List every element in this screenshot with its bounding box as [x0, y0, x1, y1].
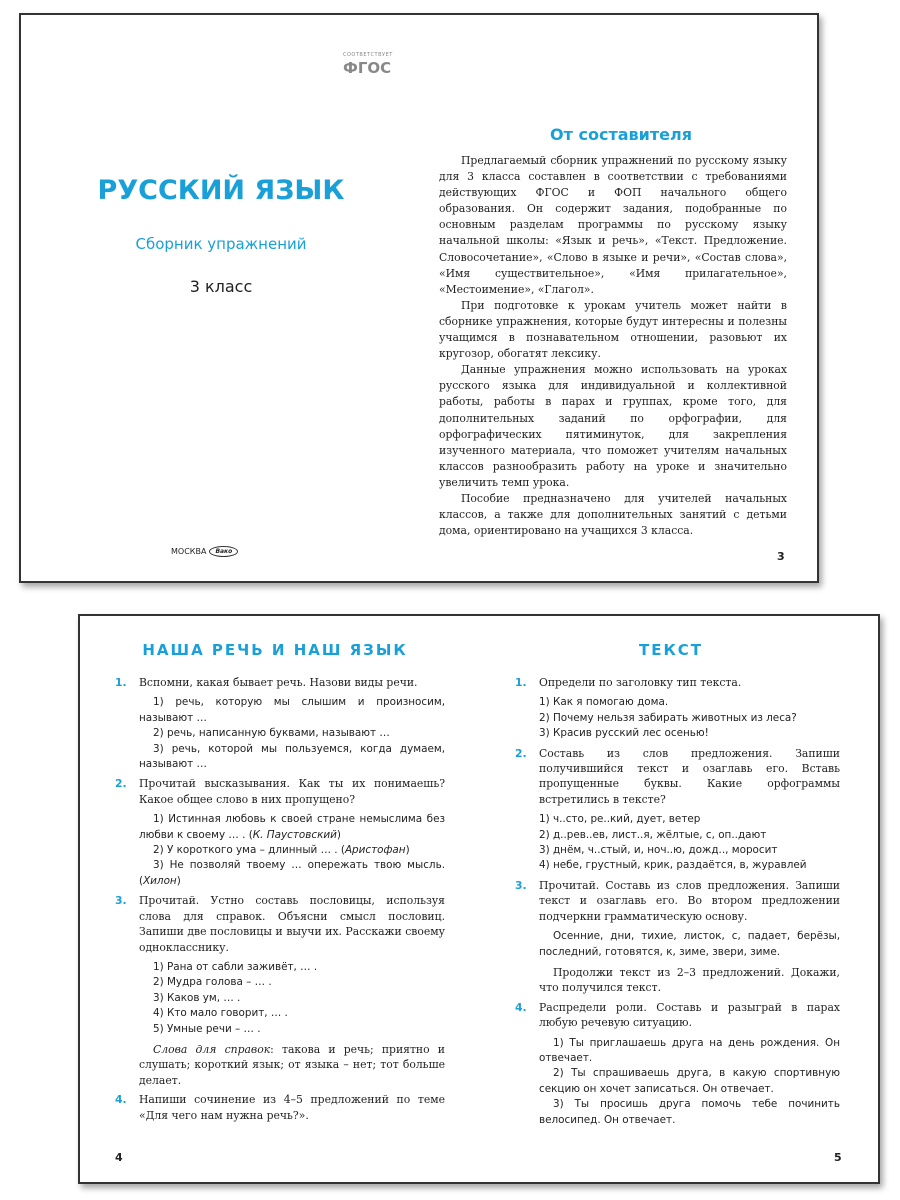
title-spread	[19, 13, 819, 583]
list-item: 2) Мудра голова – … .	[153, 976, 272, 989]
quote-end: )	[176, 874, 181, 887]
exercise-number: 3.	[515, 878, 527, 892]
page-number-right: 5	[834, 1151, 842, 1164]
quote-author: К. Паустовский	[252, 828, 337, 841]
list-item: 3) речь, которой мы пользуемся, когда думаем, называют …	[139, 742, 445, 771]
fgos-logo-caption: СООТВЕТСТВУЕТ	[343, 52, 393, 58]
quote-text: 2) У короткого ума – длинный … . (	[153, 844, 345, 857]
list-item: 2) Ты спрашиваешь друга, в какую спортивную секцию он хочет записаться. Он отвечает.	[539, 1067, 840, 1095]
book-grade: 3 класс	[189, 277, 253, 296]
list-item: 1) Как я помогаю дома.	[539, 696, 669, 709]
exercise-items	[539, 695, 840, 741]
left-page-content	[115, 675, 445, 1127]
exercise-text: Определи по заголовку тип текста.	[539, 676, 742, 689]
publisher-city: МОСКВА	[171, 546, 207, 556]
list-item: 1) Ты приглашаешь друга на день рождения. Он отвечает.	[539, 1036, 840, 1064]
list-item: 3) Ты просишь друга помочь тебе починить велосипед. Он отвечает.	[539, 1098, 840, 1126]
publisher-logo: Вако	[209, 546, 238, 557]
exercise-number: 3.	[115, 894, 127, 908]
exercise-1	[515, 675, 840, 742]
exercise-continuation: Продолжи текст из 2–3 предложений. Докажи, что получился текст.	[539, 965, 840, 995]
exercise-items	[539, 812, 840, 874]
page-number: 3	[777, 550, 785, 563]
exercise-number: 1.	[515, 676, 527, 689]
exercise-number: 2.	[115, 777, 127, 791]
reference-text: : такова и речь; приятно и слушать; короткий язык; от языка – нет; тот больше делает.	[139, 1042, 446, 1087]
preface-paragraph: Пособие предназначено для учителей начальных классов, а также для дополнительных занятий с детьми дома, ориентировано на учащихся 3 класса.	[439, 491, 787, 538]
exercise-number: 1.	[115, 676, 127, 689]
fgos-logo-text: ФГОС	[343, 59, 392, 77]
list-item	[139, 812, 445, 843]
exercise-items	[139, 695, 445, 772]
exercise-2	[115, 776, 445, 889]
list-item: 1) речь, которую мы слышим и произносим, называют …	[139, 696, 445, 724]
list-item: 5) Умные речи – … .	[153, 1022, 261, 1035]
exercise-3	[115, 893, 445, 1088]
preface-paragraph: Данные упражнения можно использовать на уроках русского языка для индивидуальной и коллективной работы, работы в парах и группах, кроме того, для дополнительных заданий по орфографии, для орфографических пятиминуток, для закрепления изученного материала, что поможет учителям начальных классов разнообразить работу на уроке и значительно увеличить темп урока.	[439, 363, 787, 489]
exercise-text: Вспомни, какая бывает речь. Назови виды речи.	[139, 676, 418, 689]
list-item: 2) Почему нельзя забирать животных из леса?	[539, 711, 797, 724]
quote-end: )	[405, 844, 410, 857]
exercise-text: Прочитай. Устно составь пословицы, используя слова для справок. Объясни смысл пословиц. Запиши две пословицы и выучи их. Расскажи своему однокласснику.	[139, 894, 445, 954]
book-title: РУССКИЙ ЯЗЫК	[97, 175, 345, 206]
list-item	[139, 843, 445, 858]
section-title-left: НАША РЕЧЬ И НАШ ЯЗЫК	[142, 641, 408, 659]
exercise-items	[139, 812, 445, 889]
exercise-2	[515, 746, 840, 874]
list-item: 4) небе, грустный, крик, раздаётся, в, журавлей	[539, 859, 807, 872]
publisher	[171, 543, 238, 559]
exercise-4	[515, 1000, 840, 1128]
fgos-logo	[343, 52, 393, 80]
list-item: 1) Рана от сабли заживёт, … .	[153, 960, 318, 973]
exercise-text: Составь из слов предложения. Запиши получившийся текст и озаглавь его. Вставь пропущенные буквы. Какие орфограммы встретились в тексте?	[539, 746, 840, 806]
preface-paragraph: При подготовке к урокам учитель может найти в сборнике упражнения, которые будут интересны и полезны учащимся в познавательном отношении, разовьют их кругозор, обогатят лексику.	[439, 298, 787, 361]
exercise-number: 4.	[115, 1093, 127, 1107]
quote-text: 1) Истинная любовь к своей стране немыслима без любви к своему … . (	[139, 813, 445, 841]
reference-label: Слова для справок	[153, 1042, 271, 1056]
exercise-text: Прочитай. Составь из слов предложения. Запиши текст и озаглавь его. Во втором предложении подчеркни грамматическую основу.	[539, 878, 840, 923]
list-item: 3) днём, ч..стый, и, ноч..ю, дожд.., моросит	[539, 844, 778, 857]
list-item: 3) Каков ум, … .	[153, 991, 241, 1004]
exercises-spread	[78, 614, 880, 1184]
section-title-right: ТЕКСТ	[639, 641, 703, 659]
preface-body	[439, 153, 787, 539]
preface-title: От составителя	[550, 125, 692, 144]
preface-paragraph: Предлагаемый сборник упражнений по русскому языку для 3 класса составлен в соответствии с требованиями действующих ФГОС и ФОП начального общего образования. Он содержит задания, подобранные по основным разделам программы по русскому языку начальной школы: «Язык и речь», «Текст. Предложение. Словосочетание», «Слово в языке и речи», «Состав слова», «Имя существительное», «Имя прилагательное», «Местоимение», «Глагол».	[439, 154, 787, 296]
quote-text: 3) Не позволяй твоему … опережать твою мысль. (	[139, 859, 445, 887]
exercise-items	[139, 960, 445, 1037]
exercise-text: Прочитай высказывания. Как ты их понимаешь? Какое общее слово в них пропущено?	[139, 777, 445, 806]
page-number-left: 4	[115, 1151, 123, 1164]
book-subtitle: Сборник упражнений	[135, 235, 307, 253]
reference-words	[139, 1042, 445, 1088]
quote-author: Хилон	[143, 874, 177, 887]
exercise-number: 2.	[515, 746, 527, 760]
list-item: 2) речь, написанную буквами, называют …	[153, 727, 390, 740]
list-item: 2) д..рев..ев, лист..я, жёлтые, с, оп..дают	[539, 828, 767, 841]
exercise-3	[515, 878, 840, 996]
list-item: 3) Красив русский лес осенью!	[539, 727, 709, 740]
exercise-text: Напиши сочинение из 4–5 предложений по теме «Для чего нам нужна речь?».	[139, 1093, 445, 1122]
exercise-text: Распредели роли. Составь и разыграй в парах любую речевую ситуацию.	[539, 1000, 840, 1030]
exercise-1	[115, 675, 445, 772]
list-item: 1) ч..сто, ре..кий, дует, ветер	[539, 813, 701, 826]
exercise-number: 4.	[515, 1000, 527, 1014]
exercise-4	[115, 1092, 445, 1123]
word-list: Осенние, дни, тихие, листок, с, падает, берёзы, последний, готовятся, к, зиме, звери, зиме.	[539, 930, 840, 958]
list-item: 4) Кто мало говорит, … .	[153, 1007, 288, 1020]
list-item	[139, 858, 445, 889]
right-page-content	[515, 675, 840, 1132]
quote-end: )	[336, 828, 341, 841]
quote-author: Аристофан	[344, 844, 406, 857]
exercise-items	[539, 1036, 840, 1128]
